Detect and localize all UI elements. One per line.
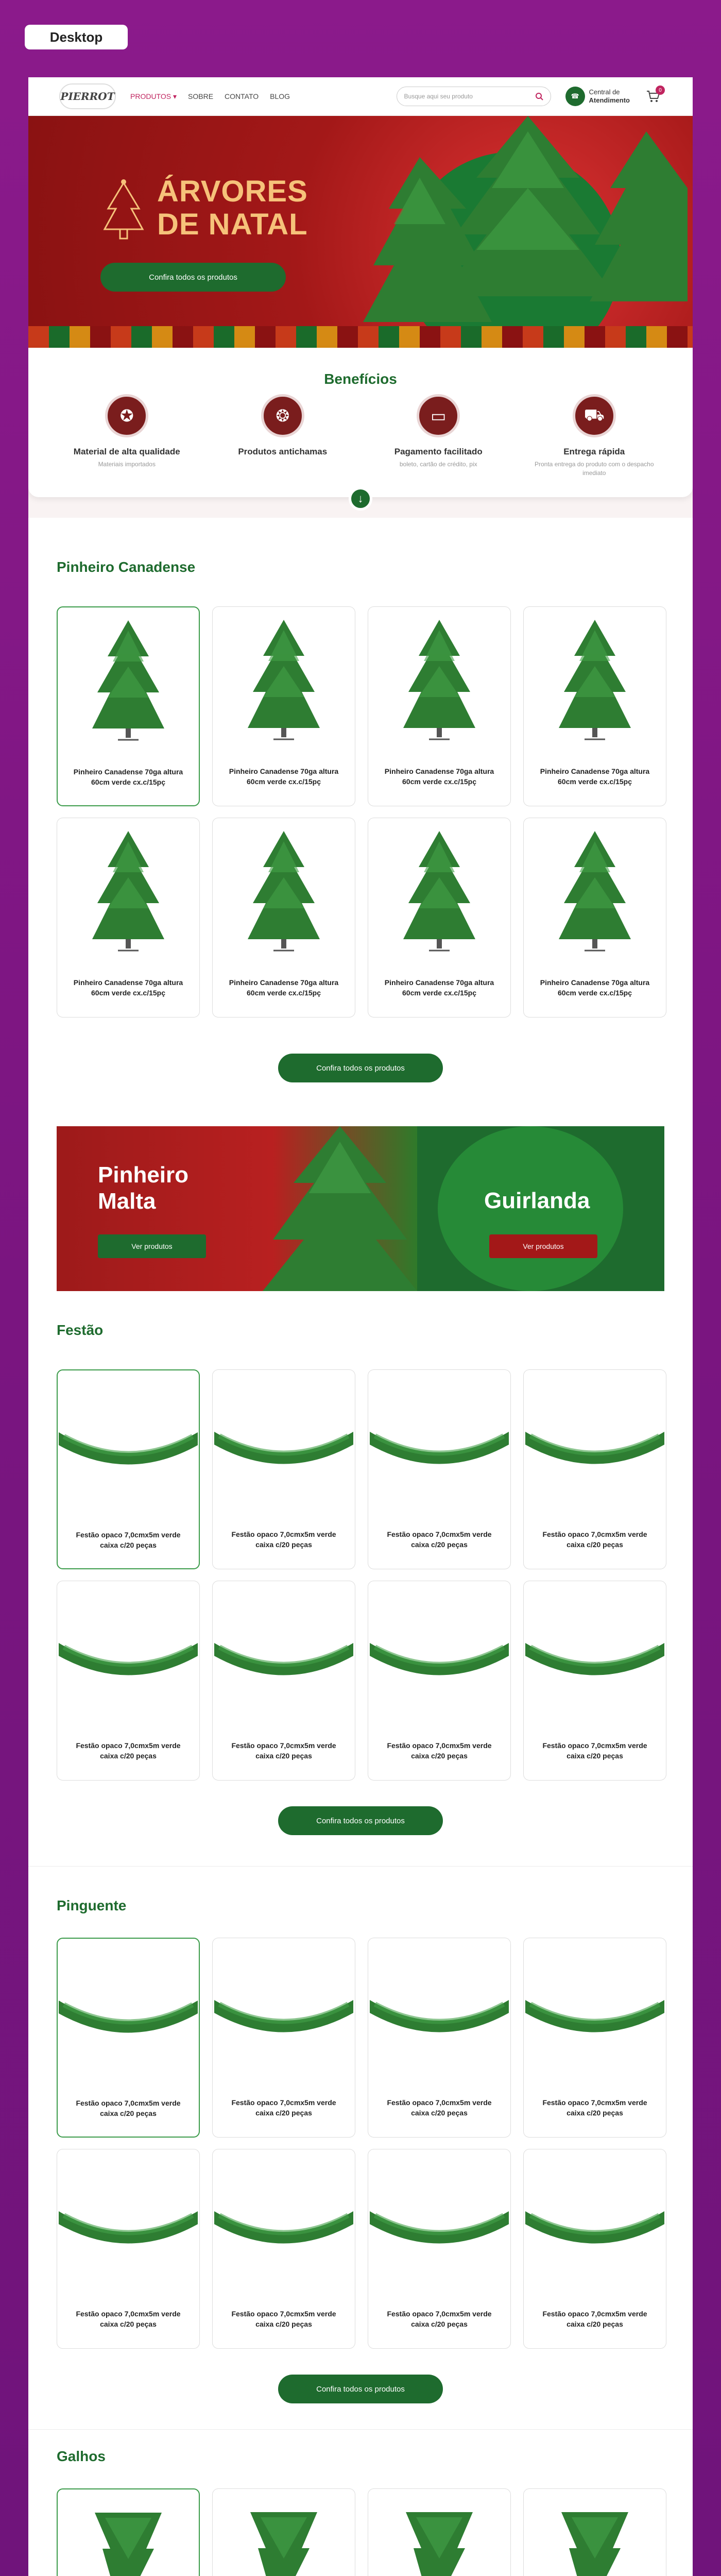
product-tree-image — [90, 620, 167, 744]
cart-badge: 0 — [656, 86, 665, 95]
product-card[interactable] — [212, 1938, 355, 2138]
nav-contato[interactable]: CONTATO — [225, 92, 259, 100]
product-garland-image — [525, 1628, 664, 1684]
product-grid — [57, 1369, 664, 1781]
product-name[interactable]: Festão opaco 7,0cmx5m verde caixa c/20 peças — [542, 1741, 647, 1760]
section-pinguente — [28, 1897, 693, 2403]
product-garland-image — [214, 1628, 353, 1684]
product-name[interactable]: Festão opaco 7,0cmx5m verde caixa c/20 peças — [542, 2098, 647, 2117]
section-title: Galhos — [57, 2448, 106, 2464]
product-name[interactable]: Festão opaco 7,0cmx5m verde caixa c/20 peças — [231, 2310, 336, 2328]
product-branch-image — [250, 2502, 317, 2576]
product-card[interactable] — [523, 1369, 666, 1569]
medal-icon: ✪ — [105, 394, 148, 437]
product-tree-image — [401, 831, 478, 955]
product-card[interactable] — [523, 606, 666, 806]
benefit-item — [527, 394, 661, 478]
product-name[interactable]: Pinheiro Canadense 70ga altura 60cm verde cx.c/15pç — [229, 978, 339, 997]
product-garland-image — [525, 1985, 664, 2041]
benefits-section — [28, 348, 693, 518]
product-tree-image — [556, 620, 633, 743]
cart-button[interactable] — [644, 88, 662, 105]
product-name[interactable]: Festão opaco 7,0cmx5m verde caixa c/20 peças — [542, 2310, 647, 2328]
product-card[interactable] — [212, 1369, 355, 1569]
product-garland-image — [214, 1416, 353, 1473]
main-nav — [130, 92, 290, 101]
nav-produtos[interactable]: PRODUTOS ▾ — [130, 92, 177, 100]
product-image[interactable] — [524, 607, 666, 756]
product-name[interactable]: Festão opaco 7,0cmx5m verde caixa c/20 peças — [542, 1530, 647, 1549]
product-image[interactable] — [58, 2489, 199, 2576]
benefit-sub: Materiais importados — [98, 461, 156, 468]
attend-line1: Central de — [589, 88, 620, 96]
product-grid — [57, 2488, 664, 2576]
see-all-button[interactable]: Confira todos os produtos — [278, 2375, 443, 2403]
product-name[interactable]: Festão opaco 7,0cmx5m verde caixa c/20 peças — [231, 2098, 336, 2117]
product-image[interactable] — [368, 2149, 510, 2299]
benefits-title: Benefícios — [324, 371, 397, 387]
product-image[interactable] — [368, 1938, 510, 2088]
hero-title: ÁRVORES DE NATAL — [157, 175, 308, 241]
product-image[interactable] — [368, 818, 510, 968]
product-name[interactable]: Festão opaco 7,0cmx5m verde caixa c/20 peças — [76, 1741, 181, 1760]
product-card[interactable] — [212, 606, 355, 806]
truck-icon: ⛟ — [573, 394, 616, 437]
section-title: Pinheiro Canadense — [57, 559, 196, 575]
product-tree-image — [245, 620, 322, 743]
product-image[interactable] — [524, 818, 666, 968]
product-card[interactable] — [57, 1581, 200, 1781]
benefit-item — [216, 394, 350, 478]
product-name[interactable]: Festão opaco 7,0cmx5m verde caixa c/20 peças — [76, 2099, 181, 2117]
product-tree-image — [556, 831, 633, 955]
product-image[interactable] — [213, 818, 355, 968]
product-image[interactable] — [213, 2149, 355, 2299]
product-card[interactable] — [368, 606, 511, 806]
product-name[interactable]: Pinheiro Canadense 70ga altura 60cm verde cx.c/15pç — [73, 978, 183, 997]
section-title: Festão — [57, 1322, 104, 1338]
hero-cta-button[interactable]: Confira todos os produtos — [100, 263, 286, 292]
product-image[interactable] — [213, 1938, 355, 2088]
product-image[interactable] — [213, 1581, 355, 1731]
product-card[interactable] — [212, 818, 355, 1018]
product-card[interactable] — [523, 1581, 666, 1781]
promo-guirlanda-button[interactable]: Ver produtos — [489, 1234, 597, 1258]
product-grid — [57, 1938, 664, 2349]
product-image[interactable] — [213, 2489, 355, 2576]
product-name[interactable]: Pinheiro Canadense 70ga altura 60cm verde cx.c/15pç — [73, 768, 183, 786]
product-garland-image — [370, 1416, 509, 1473]
product-tree-image — [245, 831, 322, 955]
product-card[interactable] — [57, 1369, 200, 1569]
search-input[interactable] — [397, 87, 551, 106]
hero-pattern-strip — [28, 326, 693, 348]
product-card[interactable] — [523, 818, 666, 1018]
product-card[interactable] — [368, 1369, 511, 1569]
benefit-sub: Pronta entrega do produto com o despacho imediato — [535, 461, 654, 477]
promo-malta-title: Pinheiro Malta — [98, 1162, 189, 1214]
logo[interactable]: PIERROT — [59, 83, 116, 109]
fire-shield-icon: ❂ — [261, 394, 304, 437]
product-card[interactable] — [523, 2488, 666, 2576]
product-garland-image — [59, 1417, 198, 1473]
promo-banners — [57, 1126, 664, 1291]
headset-icon: ☎ — [565, 87, 585, 106]
benefit-title: Entrega rápida — [563, 447, 625, 456]
benefit-title: Material de alta qualidade — [73, 447, 180, 456]
section-festao — [28, 1322, 693, 1835]
product-name[interactable]: Pinheiro Canadense 70ga altura 60cm verde cx.c/15pç — [384, 978, 494, 997]
product-card[interactable] — [212, 1581, 355, 1781]
benefit-title: Produtos antichamas — [238, 447, 328, 456]
product-name[interactable]: Festão opaco 7,0cmx5m verde caixa c/20 peças — [387, 1530, 492, 1549]
product-name[interactable]: Festão opaco 7,0cmx5m verde caixa c/20 peças — [387, 1741, 492, 1760]
product-image[interactable] — [368, 2489, 510, 2576]
product-image[interactable] — [213, 1370, 355, 1519]
product-card[interactable] — [368, 818, 511, 1018]
product-garland-image — [59, 1985, 198, 2042]
search-icon[interactable] — [535, 92, 543, 100]
product-card[interactable] — [57, 2149, 200, 2349]
benefit-sub: boleto, cartão de crédito, pix — [399, 461, 477, 468]
product-card[interactable] — [523, 1938, 666, 2138]
product-name[interactable]: Festão opaco 7,0cmx5m verde caixa c/20 peças — [387, 2098, 492, 2117]
product-image[interactable] — [368, 607, 510, 756]
product-branch-image — [406, 2502, 473, 2576]
product-card[interactable] — [368, 2149, 511, 2349]
product-image[interactable] — [524, 1370, 666, 1519]
product-image[interactable] — [57, 2149, 199, 2299]
promo-malta-button[interactable]: Ver produtos — [98, 1234, 206, 1258]
product-garland-image — [59, 2196, 198, 2252]
product-card[interactable] — [368, 2488, 511, 2576]
product-garland-image — [370, 1985, 509, 2041]
product-name[interactable]: Pinheiro Canadense 70ga altura 60cm verde cx.c/15pç — [384, 767, 494, 786]
product-card[interactable] — [523, 2149, 666, 2349]
product-name[interactable]: Pinheiro Canadense 70ga altura 60cm verde cx.c/15pç — [540, 978, 650, 997]
benefit-item — [60, 394, 194, 478]
product-card[interactable] — [368, 1581, 511, 1781]
see-all-button[interactable]: Confira todos os produtos — [278, 1054, 443, 1082]
product-card[interactable] — [57, 2488, 200, 2576]
attend-link[interactable] — [565, 87, 630, 106]
product-image[interactable] — [58, 1370, 199, 1520]
product-image[interactable] — [57, 818, 199, 968]
promo-malta-tree-image — [263, 1126, 417, 1291]
product-image[interactable] — [524, 1938, 666, 2088]
nav-blog[interactable]: BLOG — [270, 92, 290, 100]
product-image[interactable] — [524, 2149, 666, 2299]
product-image[interactable] — [524, 2489, 666, 2576]
product-garland-image — [214, 2196, 353, 2252]
hero-banner — [28, 116, 693, 348]
product-image[interactable] — [57, 1581, 199, 1731]
product-grid — [57, 606, 664, 1018]
section-title: Pinguente — [57, 1897, 127, 1913]
product-image[interactable] — [524, 1581, 666, 1731]
product-garland-image — [59, 1628, 198, 1684]
product-branch-image — [95, 2502, 162, 2576]
product-branch-image — [561, 2502, 628, 2576]
credit-card-icon: ▭ — [417, 394, 460, 437]
product-card[interactable] — [212, 2149, 355, 2349]
product-card[interactable] — [368, 1938, 511, 2138]
product-name[interactable]: Festão opaco 7,0cmx5m verde caixa c/20 peças — [76, 1531, 181, 1549]
scroll-down-button[interactable]: ↓ — [349, 487, 372, 511]
attend-line2: Atendimento — [589, 96, 630, 104]
product-name[interactable]: Festão opaco 7,0cmx5m verde caixa c/20 peças — [231, 1530, 336, 1549]
product-garland-image — [525, 1416, 664, 1473]
section-pinheiro — [28, 518, 693, 1082]
product-name[interactable]: Festão opaco 7,0cmx5m verde caixa c/20 peças — [387, 2310, 492, 2328]
section-galhos — [28, 2448, 693, 2576]
product-image[interactable] — [58, 607, 199, 757]
viewport-label: Desktop — [25, 25, 128, 49]
benefit-item — [371, 394, 505, 478]
product-card[interactable] — [57, 818, 200, 1018]
benefits-list — [28, 394, 693, 478]
product-garland-image — [370, 2196, 509, 2252]
product-name[interactable]: Pinheiro Canadense 70ga altura 60cm verde cx.c/15pç — [229, 767, 339, 786]
product-image[interactable] — [368, 1370, 510, 1519]
product-card[interactable] — [57, 1938, 200, 2138]
product-name[interactable]: Festão opaco 7,0cmx5m verde caixa c/20 peças — [76, 2310, 181, 2328]
benefit-title: Pagamento facilitado — [394, 447, 483, 456]
product-image[interactable] — [58, 1939, 199, 2088]
product-name[interactable]: Pinheiro Canadense 70ga altura 60cm verde cx.c/15pç — [540, 767, 650, 786]
search-placeholder: Busque aqui seu produto — [404, 93, 473, 100]
site-header — [28, 77, 693, 116]
product-name[interactable]: Festão opaco 7,0cmx5m verde caixa c/20 peças — [231, 1741, 336, 1760]
product-image[interactable] — [368, 1581, 510, 1731]
promo-guirlanda[interactable] — [417, 1126, 664, 1291]
tree-outline-icon — [100, 178, 147, 245]
nav-sobre[interactable]: SOBRE — [188, 92, 214, 100]
product-tree-image — [401, 620, 478, 743]
hero-tree-image — [358, 116, 688, 327]
product-tree-image — [90, 831, 167, 955]
product-garland-image — [525, 2196, 664, 2252]
product-garland-image — [214, 1985, 353, 2041]
product-card[interactable] — [57, 606, 200, 806]
promo-guirlanda-title: Guirlanda — [484, 1188, 590, 1213]
product-garland-image — [370, 1628, 509, 1684]
promo-pinheiro-malta[interactable] — [57, 1126, 417, 1291]
product-card[interactable] — [212, 2488, 355, 2576]
see-all-button[interactable]: Confira todos os produtos — [278, 1806, 443, 1835]
product-image[interactable] — [213, 607, 355, 756]
page-frame — [28, 77, 693, 2576]
